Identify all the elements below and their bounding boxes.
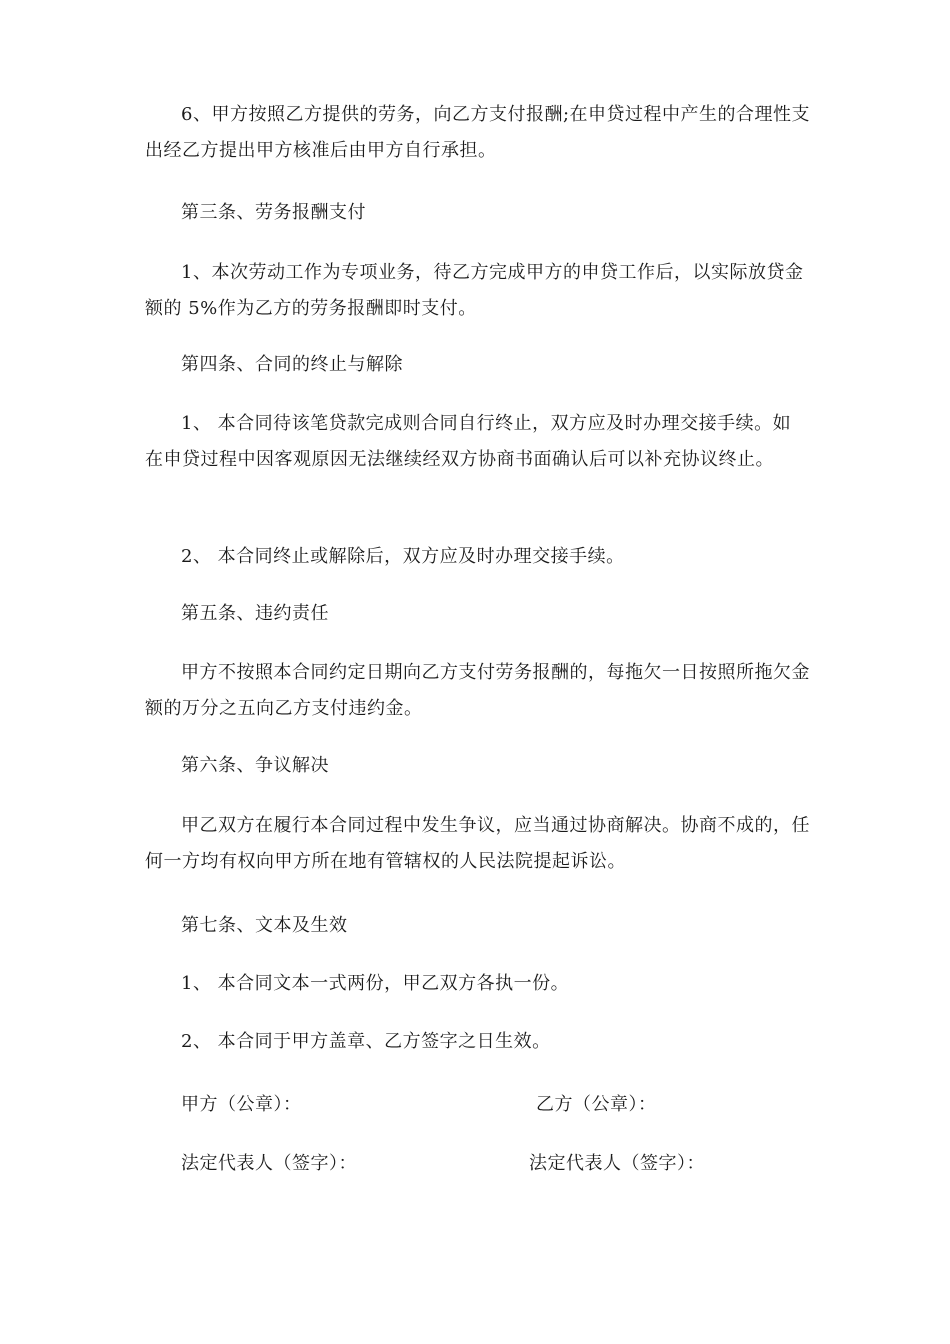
party-b-representative-label: 法定代表人（签字）： — [529, 1153, 705, 1174]
clause-4-item-1: 1、 本合同待该笔贷款完成则合同自行终止，双方应及时办理交接手续。如 在申贷过程中因客观原因无法继续经双方协商书面确认后可以补充协议终止。 — [145, 413, 792, 470]
article-5-heading: 第五条、违约责任 — [181, 603, 329, 624]
article-6-heading: 第六条、争议解决 — [181, 755, 329, 776]
clause-5-text: 甲方不按照本合同约定日期向乙方支付劳务报酬的，每拖欠一日按照所拖欠金额的万分之五向乙方支付违约金。 — [145, 662, 810, 719]
article-4-heading: 第四条、合同的终止与解除 — [181, 354, 403, 375]
party-b-seal-label: 乙方（公章）： — [536, 1094, 657, 1115]
article-7-heading: 第七条、文本及生效 — [181, 915, 348, 936]
clause-3-item-1: 1、本次劳动工作为专项业务，待乙方完成甲方的申贷工作后，以实际放贷金额的 5%作为乙方的劳务报酬即时支付。 — [145, 262, 804, 319]
clause-4-item-2: 2、 本合同终止或解除后，双方应及时办理交接手续。 — [181, 546, 625, 567]
article-3-heading: 第三条、劳务报酬支付 — [181, 202, 366, 223]
clause-6-text: 甲乙双方在履行本合同过程中发生争议，应当通过协商解决。协商不成的，任何一方均有权向甲方所在地有管辖权的人民法院提起诉讼。 — [145, 815, 810, 872]
clause-7-item-1: 1、 本合同文本一式两份，甲乙双方各执一份。 — [181, 973, 570, 994]
clause-7-item-2: 2、 本合同于甲方盖章、乙方签字之日生效。 — [181, 1031, 551, 1052]
party-a-representative-label: 法定代表人（签字）： — [181, 1153, 357, 1174]
party-a-seal-label: 甲方（公章）： — [181, 1094, 302, 1115]
clause-2-item-6: 6、甲方按照乙方提供的劳务，向乙方支付报酬;在申贷过程中产生的合理性支出经乙方提出甲方核准后由甲方自行承担。 — [145, 104, 811, 161]
